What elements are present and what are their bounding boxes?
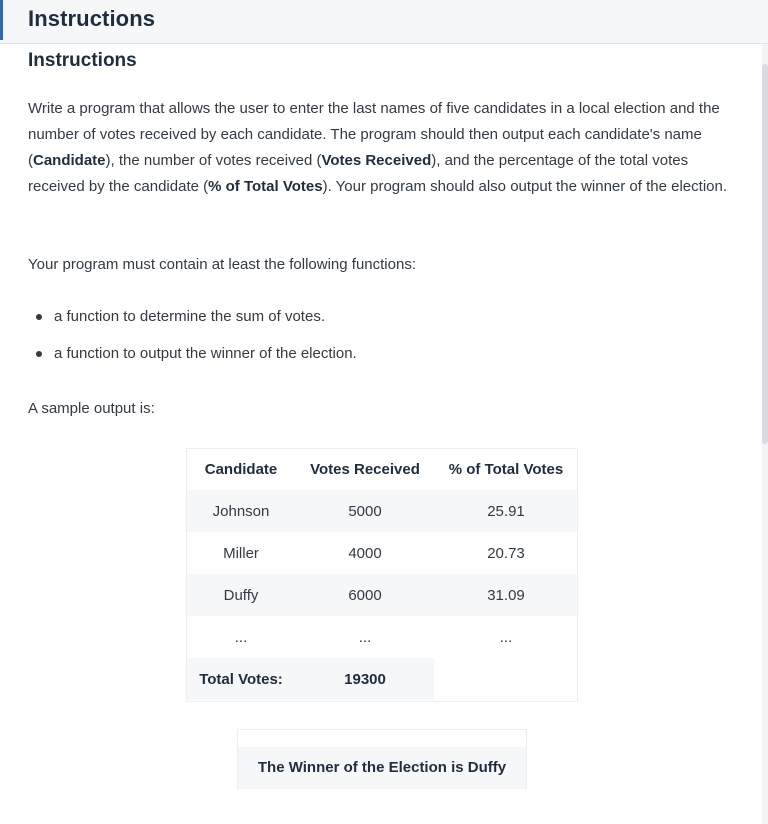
table-row xyxy=(186,616,578,658)
table-cell: 31.09 xyxy=(434,574,578,616)
table-cell: 4000 xyxy=(348,544,382,562)
votes-received-term: Votes Received xyxy=(321,152,432,169)
description-paragraph xyxy=(28,96,734,200)
total-row xyxy=(186,658,578,700)
scrollbar[interactable] xyxy=(762,44,768,824)
table-cell: Johnson xyxy=(186,490,296,532)
header-accent-bar xyxy=(0,0,3,40)
column-header: Candidate xyxy=(204,460,278,478)
sample-output-table xyxy=(186,448,578,700)
description-text: ), the number of votes received ( xyxy=(105,152,322,169)
requirements-paragraph: Your program must contain at least the following functions: xyxy=(28,256,416,273)
description-text: ), and the percentage of the total votes received by the candidate ( xyxy=(28,152,689,195)
winner-box xyxy=(237,729,527,789)
table-row xyxy=(186,532,578,574)
list-item: a function to determine the sum of votes. xyxy=(28,304,357,341)
candidate-term: Candidate xyxy=(33,152,106,169)
winner-text: The Winner of the Election is Duffy xyxy=(238,747,526,789)
description-text: ). Your program should also output the winner of the election. xyxy=(322,178,727,195)
sample-output-label: A sample output is: xyxy=(28,400,155,417)
table-cell: 25.91 xyxy=(434,490,578,532)
page-title: Instructions xyxy=(28,6,156,31)
column-header: % of Total Votes xyxy=(448,460,564,478)
table-cell xyxy=(434,658,578,700)
section-heading: Instructions xyxy=(28,50,137,71)
total-votes-label: Total Votes: xyxy=(186,658,296,700)
description-text: Write a program that allows the user to enter the last names of five candidates in a local election and the number of votes received by each candidate. The program should then output each candidate's name ( xyxy=(28,100,720,169)
table-header-row xyxy=(186,448,578,490)
total-votes-value: 19300 xyxy=(296,658,434,700)
page-header xyxy=(0,0,768,44)
column-header: Votes Received xyxy=(310,460,420,478)
percent-total-term: % of Total Votes xyxy=(208,178,323,195)
table-cell: ... xyxy=(358,628,372,646)
table-cell: 6000 xyxy=(296,574,434,616)
table-cell: Duffy xyxy=(186,574,296,616)
function-list xyxy=(28,304,357,378)
list-item: a function to output the winner of the election. xyxy=(28,341,357,378)
table-cell: ... xyxy=(499,628,513,646)
table-row xyxy=(186,574,578,616)
table-row xyxy=(186,490,578,532)
table-cell: ... xyxy=(234,628,248,646)
scrollbar-thumb[interactable] xyxy=(762,64,768,444)
table-cell: 20.73 xyxy=(487,544,525,562)
table-cell: Miller xyxy=(223,544,259,562)
table-cell: 5000 xyxy=(296,490,434,532)
